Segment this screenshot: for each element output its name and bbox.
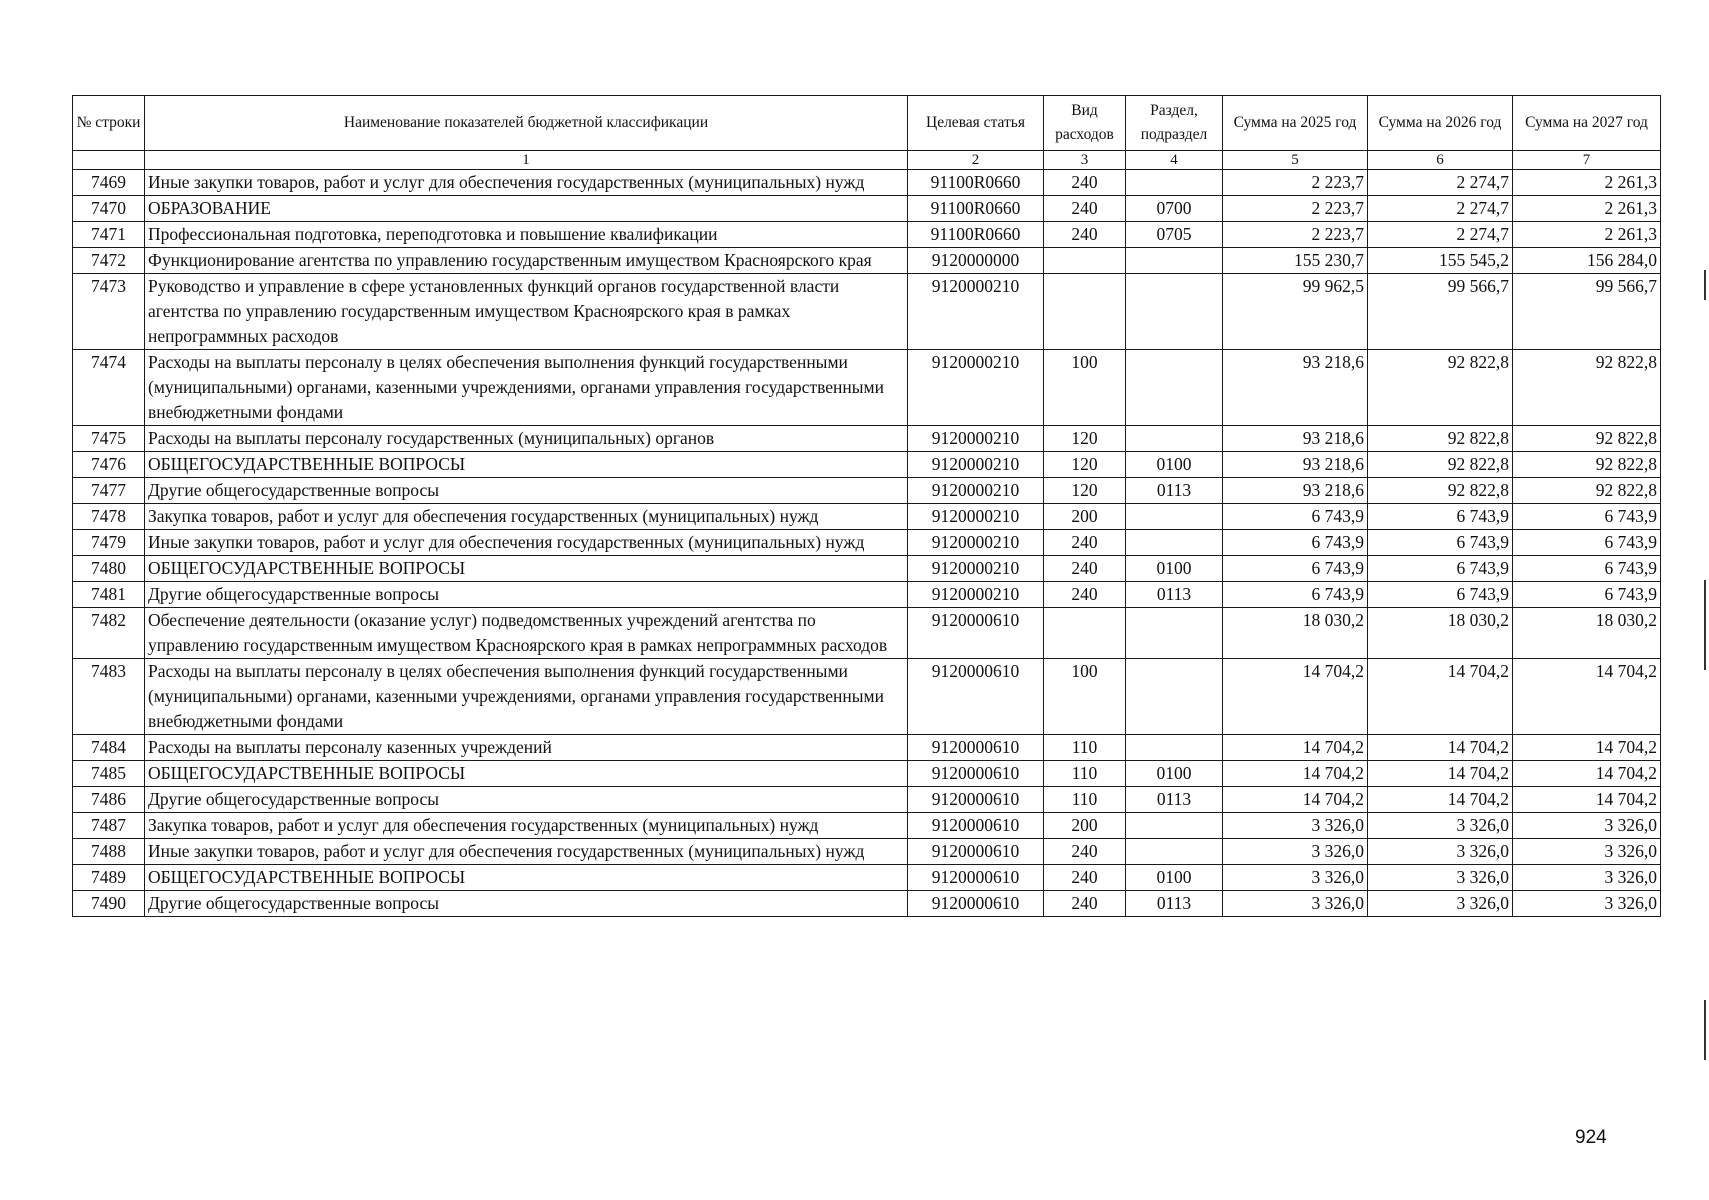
row-name: ОБЩЕГОСУДАРСТВЕННЫЕ ВОПРОСЫ	[145, 761, 908, 787]
row-name: Профессиональная подготовка, переподготовка и повышение квалификации	[145, 222, 908, 248]
row-number: 7471	[73, 222, 145, 248]
table-row	[73, 274, 1661, 350]
row-target-article: 9120000210	[908, 478, 1044, 504]
column-number	[73, 151, 145, 170]
row-sum-2026: 14 704,2	[1368, 761, 1513, 787]
table-row	[73, 787, 1661, 813]
row-sum-2026: 3 326,0	[1368, 865, 1513, 891]
column-number: 4	[1126, 151, 1223, 170]
row-sum-2025: 93 218,6	[1223, 478, 1368, 504]
row-expense-type: 200	[1044, 813, 1126, 839]
row-sum-2026: 14 704,2	[1368, 735, 1513, 761]
row-number: 7469	[73, 170, 145, 196]
table-row	[73, 452, 1661, 478]
budget-table	[72, 95, 1661, 917]
row-expense-type: 240	[1044, 530, 1126, 556]
row-sum-2026: 3 326,0	[1368, 813, 1513, 839]
row-section	[1126, 735, 1223, 761]
table-row	[73, 735, 1661, 761]
row-target-article: 9120000210	[908, 582, 1044, 608]
row-target-article: 91100R0660	[908, 222, 1044, 248]
row-expense-type: 120	[1044, 452, 1126, 478]
row-sum-2025: 18 030,2	[1223, 608, 1368, 659]
row-sum-2025: 14 704,2	[1223, 735, 1368, 761]
row-expense-type: 110	[1044, 735, 1126, 761]
row-target-article: 9120000210	[908, 556, 1044, 582]
row-section: 0100	[1126, 761, 1223, 787]
table-row	[73, 478, 1661, 504]
row-name: Другие общегосударственные вопросы	[145, 787, 908, 813]
row-section: 0700	[1126, 196, 1223, 222]
header-row	[73, 96, 1661, 151]
table-row	[73, 556, 1661, 582]
row-sum-2026: 92 822,8	[1368, 452, 1513, 478]
row-sum-2026: 6 743,9	[1368, 556, 1513, 582]
row-sum-2027: 14 704,2	[1513, 659, 1661, 735]
row-section: 0100	[1126, 865, 1223, 891]
table-row	[73, 582, 1661, 608]
row-expense-type	[1044, 608, 1126, 659]
row-sum-2026: 92 822,8	[1368, 426, 1513, 452]
row-expense-type: 240	[1044, 839, 1126, 865]
row-sum-2027: 3 326,0	[1513, 839, 1661, 865]
column-number-row	[73, 151, 1661, 170]
row-target-article: 9120000000	[908, 248, 1044, 274]
row-expense-type: 240	[1044, 891, 1126, 917]
row-name: Расходы на выплаты персоналу казенных учреждений	[145, 735, 908, 761]
row-section: 0100	[1126, 556, 1223, 582]
row-name: Расходы на выплаты персоналу в целях обеспечения выполнения функций государственными (муниципальными) органами, казенными учреждениями, органами управления государственными внебюджетными фондами	[145, 350, 908, 426]
row-sum-2027: 92 822,8	[1513, 452, 1661, 478]
table-row	[73, 608, 1661, 659]
row-sum-2027: 14 704,2	[1513, 735, 1661, 761]
row-target-article: 9120000210	[908, 350, 1044, 426]
row-section	[1126, 274, 1223, 350]
row-target-article: 9120000610	[908, 839, 1044, 865]
row-section	[1126, 608, 1223, 659]
header-target: Целевая статья	[908, 96, 1044, 151]
row-target-article: 9120000210	[908, 530, 1044, 556]
table-row	[73, 839, 1661, 865]
row-number: 7486	[73, 787, 145, 813]
row-sum-2025: 6 743,9	[1223, 530, 1368, 556]
table-body	[73, 170, 1661, 917]
row-target-article: 9120000610	[908, 787, 1044, 813]
row-sum-2026: 14 704,2	[1368, 787, 1513, 813]
table-row	[73, 248, 1661, 274]
row-target-article: 9120000610	[908, 608, 1044, 659]
row-expense-type: 240	[1044, 222, 1126, 248]
row-number: 7478	[73, 504, 145, 530]
row-number: 7470	[73, 196, 145, 222]
scan-edge-mark	[1704, 1000, 1706, 1060]
row-sum-2026: 18 030,2	[1368, 608, 1513, 659]
row-sum-2027: 6 743,9	[1513, 530, 1661, 556]
row-name: ОБЩЕГОСУДАРСТВЕННЫЕ ВОПРОСЫ	[145, 556, 908, 582]
row-sum-2027: 6 743,9	[1513, 582, 1661, 608]
row-expense-type: 110	[1044, 761, 1126, 787]
row-name: Закупка товаров, работ и услуг для обеспечения государственных (муниципальных) нужд	[145, 504, 908, 530]
row-number: 7477	[73, 478, 145, 504]
row-target-article: 9120000610	[908, 813, 1044, 839]
row-sum-2026: 92 822,8	[1368, 478, 1513, 504]
row-sum-2026: 3 326,0	[1368, 891, 1513, 917]
row-section	[1126, 659, 1223, 735]
table-row	[73, 865, 1661, 891]
row-number: 7481	[73, 582, 145, 608]
row-sum-2026: 2 274,7	[1368, 222, 1513, 248]
row-section	[1126, 248, 1223, 274]
row-sum-2025: 3 326,0	[1223, 813, 1368, 839]
column-number: 1	[145, 151, 908, 170]
column-number: 2	[908, 151, 1044, 170]
row-sum-2026: 155 545,2	[1368, 248, 1513, 274]
column-number: 6	[1368, 151, 1513, 170]
row-number: 7479	[73, 530, 145, 556]
row-number: 7490	[73, 891, 145, 917]
row-section: 0113	[1126, 582, 1223, 608]
table-row	[73, 350, 1661, 426]
row-name: Функционирование агентства по управлению государственным имуществом Красноярского края	[145, 248, 908, 274]
row-number: 7483	[73, 659, 145, 735]
header-sum-2025: Сумма на 2025 год	[1223, 96, 1368, 151]
row-sum-2027: 18 030,2	[1513, 608, 1661, 659]
row-sum-2025: 93 218,6	[1223, 452, 1368, 478]
row-sum-2027: 14 704,2	[1513, 787, 1661, 813]
row-name: Обеспечение деятельности (оказание услуг) подведомственных учреждений агентства по управлению государственным имуществом Красноярского края в рамках непрограммных расходов	[145, 608, 908, 659]
row-name: ОБЩЕГОСУДАРСТВЕННЫЕ ВОПРОСЫ	[145, 865, 908, 891]
row-sum-2027: 6 743,9	[1513, 504, 1661, 530]
row-sum-2027: 3 326,0	[1513, 865, 1661, 891]
row-sum-2026: 99 566,7	[1368, 274, 1513, 350]
row-number: 7487	[73, 813, 145, 839]
row-expense-type: 240	[1044, 582, 1126, 608]
row-target-article: 9120000210	[908, 452, 1044, 478]
row-name: ОБРАЗОВАНИЕ	[145, 196, 908, 222]
row-sum-2025: 2 223,7	[1223, 222, 1368, 248]
row-expense-type: 240	[1044, 196, 1126, 222]
row-expense-type: 240	[1044, 556, 1126, 582]
row-sum-2025: 3 326,0	[1223, 891, 1368, 917]
row-number: 7474	[73, 350, 145, 426]
row-sum-2026: 2 274,7	[1368, 196, 1513, 222]
header-sum-2027: Сумма на 2027 год	[1513, 96, 1661, 151]
row-name: Руководство и управление в сфере установленных функций органов государственной власти агентства по управлению государственным имуществом Красноярского края в рамках непрограммных расходов	[145, 274, 908, 350]
row-expense-type: 240	[1044, 865, 1126, 891]
row-name: ОБЩЕГОСУДАРСТВЕННЫЕ ВОПРОСЫ	[145, 452, 908, 478]
header-name: Наименование показателей бюджетной классификации	[145, 96, 908, 151]
column-number: 5	[1223, 151, 1368, 170]
row-sum-2027: 156 284,0	[1513, 248, 1661, 274]
row-section	[1126, 426, 1223, 452]
table-row	[73, 659, 1661, 735]
row-sum-2027: 92 822,8	[1513, 350, 1661, 426]
row-expense-type: 100	[1044, 350, 1126, 426]
row-target-article: 9120000610	[908, 735, 1044, 761]
row-section: 0100	[1126, 452, 1223, 478]
table-row	[73, 891, 1661, 917]
row-target-article: 9120000210	[908, 426, 1044, 452]
row-section: 0113	[1126, 787, 1223, 813]
row-section: 0113	[1126, 478, 1223, 504]
row-number: 7484	[73, 735, 145, 761]
row-sum-2027: 14 704,2	[1513, 761, 1661, 787]
row-expense-type: 110	[1044, 787, 1126, 813]
row-number: 7473	[73, 274, 145, 350]
column-number: 7	[1513, 151, 1661, 170]
row-target-article: 9120000610	[908, 659, 1044, 735]
row-section	[1126, 350, 1223, 426]
row-target-article: 91100R0660	[908, 196, 1044, 222]
row-name: Иные закупки товаров, работ и услуг для обеспечения государственных (муниципальных) нужд	[145, 170, 908, 196]
row-sum-2026: 6 743,9	[1368, 504, 1513, 530]
row-sum-2026: 2 274,7	[1368, 170, 1513, 196]
row-target-article: 91100R0660	[908, 170, 1044, 196]
row-sum-2027: 6 743,9	[1513, 556, 1661, 582]
table-row	[73, 761, 1661, 787]
row-sum-2025: 14 704,2	[1223, 761, 1368, 787]
row-name: Другие общегосударственные вопросы	[145, 582, 908, 608]
row-sum-2026: 92 822,8	[1368, 350, 1513, 426]
row-section: 0113	[1126, 891, 1223, 917]
row-target-article: 9120000210	[908, 504, 1044, 530]
row-target-article: 9120000210	[908, 274, 1044, 350]
row-sum-2026: 6 743,9	[1368, 582, 1513, 608]
row-sum-2025: 6 743,9	[1223, 504, 1368, 530]
row-expense-type	[1044, 274, 1126, 350]
row-sum-2025: 2 223,7	[1223, 170, 1368, 196]
row-sum-2027: 2 261,3	[1513, 196, 1661, 222]
row-target-article: 9120000610	[908, 865, 1044, 891]
row-name: Другие общегосударственные вопросы	[145, 478, 908, 504]
row-sum-2027: 99 566,7	[1513, 274, 1661, 350]
row-number: 7489	[73, 865, 145, 891]
row-number: 7476	[73, 452, 145, 478]
row-sum-2026: 3 326,0	[1368, 839, 1513, 865]
row-expense-type: 240	[1044, 170, 1126, 196]
scan-edge-mark	[1704, 270, 1706, 300]
row-sum-2025: 2 223,7	[1223, 196, 1368, 222]
row-expense-type	[1044, 248, 1126, 274]
row-number: 7485	[73, 761, 145, 787]
row-sum-2027: 3 326,0	[1513, 891, 1661, 917]
row-section	[1126, 170, 1223, 196]
row-sum-2025: 14 704,2	[1223, 659, 1368, 735]
row-expense-type: 200	[1044, 504, 1126, 530]
scan-edge-mark	[1704, 580, 1706, 670]
row-sum-2025: 93 218,6	[1223, 350, 1368, 426]
row-sum-2027: 2 261,3	[1513, 222, 1661, 248]
row-expense-type: 120	[1044, 478, 1126, 504]
row-expense-type: 100	[1044, 659, 1126, 735]
row-name: Иные закупки товаров, работ и услуг для обеспечения государственных (муниципальных) нужд	[145, 530, 908, 556]
header-expense-type: Вид расходов	[1044, 96, 1126, 151]
row-name: Расходы на выплаты персоналу государственных (муниципальных) органов	[145, 426, 908, 452]
row-sum-2025: 155 230,7	[1223, 248, 1368, 274]
row-number: 7482	[73, 608, 145, 659]
page-number: 924	[1575, 1127, 1607, 1148]
row-target-article: 9120000610	[908, 761, 1044, 787]
row-name: Иные закупки товаров, работ и услуг для обеспечения государственных (муниципальных) нужд	[145, 839, 908, 865]
row-sum-2026: 6 743,9	[1368, 530, 1513, 556]
row-sum-2025: 3 326,0	[1223, 839, 1368, 865]
row-sum-2025: 93 218,6	[1223, 426, 1368, 452]
table-row	[73, 504, 1661, 530]
row-sum-2025: 3 326,0	[1223, 865, 1368, 891]
table-row	[73, 426, 1661, 452]
header-row-no: № строки	[73, 96, 145, 151]
table-row	[73, 196, 1661, 222]
row-sum-2025: 6 743,9	[1223, 556, 1368, 582]
row-section	[1126, 839, 1223, 865]
table-row	[73, 222, 1661, 248]
row-number: 7472	[73, 248, 145, 274]
row-sum-2025: 6 743,9	[1223, 582, 1368, 608]
row-name: Закупка товаров, работ и услуг для обеспечения государственных (муниципальных) нужд	[145, 813, 908, 839]
row-expense-type: 120	[1044, 426, 1126, 452]
row-number: 7475	[73, 426, 145, 452]
row-sum-2027: 2 261,3	[1513, 170, 1661, 196]
row-number: 7480	[73, 556, 145, 582]
table-row	[73, 170, 1661, 196]
table-row	[73, 530, 1661, 556]
row-name: Другие общегосударственные вопросы	[145, 891, 908, 917]
row-section	[1126, 504, 1223, 530]
table-row	[73, 813, 1661, 839]
row-sum-2027: 92 822,8	[1513, 426, 1661, 452]
row-sum-2026: 14 704,2	[1368, 659, 1513, 735]
row-section: 0705	[1126, 222, 1223, 248]
row-sum-2027: 3 326,0	[1513, 813, 1661, 839]
row-sum-2025: 14 704,2	[1223, 787, 1368, 813]
header-sum-2026: Сумма на 2026 год	[1368, 96, 1513, 151]
row-sum-2027: 92 822,8	[1513, 478, 1661, 504]
header-section: Раздел, подраздел	[1126, 96, 1223, 151]
row-section	[1126, 813, 1223, 839]
column-number: 3	[1044, 151, 1126, 170]
row-number: 7488	[73, 839, 145, 865]
row-name: Расходы на выплаты персоналу в целях обеспечения выполнения функций государственными (муниципальными) органами, казенными учреждениями, органами управления государственными внебюджетными фондами	[145, 659, 908, 735]
row-section	[1126, 530, 1223, 556]
row-target-article: 9120000610	[908, 891, 1044, 917]
row-sum-2025: 99 962,5	[1223, 274, 1368, 350]
